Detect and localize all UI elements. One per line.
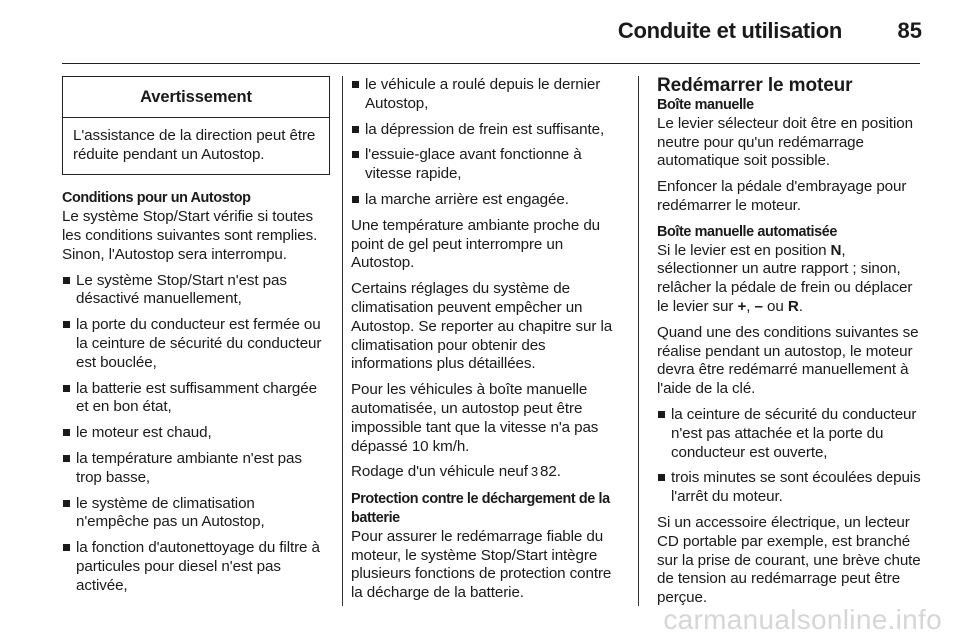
conditions-list — [62, 272, 330, 596]
warning-box — [62, 76, 330, 175]
list-item: la température ambiante n'est pas trop basse, — [62, 450, 330, 488]
warning-title: Avertissement — [63, 77, 329, 118]
list-item: trois minutes se sont écoulées depuis l'arrêt du moteur. — [657, 469, 925, 507]
auto-p1-end: . — [798, 297, 803, 315]
column-3 — [657, 76, 925, 615]
list-item: Le système Stop/Start n'est pas désactivé manuellement, — [62, 272, 330, 310]
list-item: la batterie est suffisamment chargée et en bon état, — [62, 380, 330, 418]
page-number: 85 — [897, 18, 922, 43]
manual-gearbox-p1: Le levier sélecteur doit être en position neutre pour qu'un redémarrage automatique soit possible. — [657, 114, 913, 170]
gear-plus: + — [737, 297, 747, 315]
auto-p1-middle: , sélectionner un autre rapport ; sinon, relâcher la pédale de frein ou déplacer le levier sur — [657, 241, 913, 315]
list-item: le moteur est chaud, — [62, 424, 330, 443]
paragraph-running-in — [351, 463, 623, 482]
running-in-text: Rodage d'un véhicule neuf — [351, 463, 528, 481]
list-item: l'essuie-glace avant fonctionne à vitesse rapide, — [351, 146, 623, 184]
header-rule — [62, 63, 920, 64]
manual-restart-list — [657, 406, 925, 507]
column-divider-1 — [342, 76, 343, 606]
manual-gearbox-p2: Enfoncer la pédale d'embrayage pour redémarrer le moteur. — [657, 178, 907, 214]
running-in-page: 82. — [540, 463, 561, 481]
column-2 — [351, 76, 623, 610]
list-item: le système de climatisation n'empêche pas un Autostop, — [62, 495, 330, 533]
conditions-intro: Le système Stop/Start vérifie si toutes les conditions suivantes sont remplies. Sinon, l'Autostop sera interrompu. — [62, 208, 318, 263]
conditions-list-continued — [351, 76, 623, 210]
automated-gearbox-p3: Si un accessoire électrique, un lecteur CD portable par exemple, est branché sur la prise de courant, une brève chute de tension au redémarrage peut être perçue. — [657, 513, 921, 607]
auto-p1-ou: ou — [767, 297, 784, 315]
conditions-heading: Conditions pour un Autostop — [62, 190, 251, 207]
automated-gearbox-p1 — [657, 242, 925, 317]
gear-minus: – — [754, 297, 763, 315]
manual-gearbox-heading: Boîte manuelle — [657, 97, 754, 113]
gear-r: R — [787, 297, 799, 315]
list-item: la marche arrière est engagée. — [351, 191, 623, 210]
column-1 — [62, 76, 330, 603]
gear-n: N — [830, 241, 842, 259]
auto-p1-start: Si le levier est en position — [657, 241, 827, 259]
paragraph-automated-gearbox: Pour les véhicules à boîte manuelle automatisée, un autostop peut être impossible tant que la vitesse n'a pas dépassé 10 km/h. — [351, 381, 599, 455]
page-reference-icon: 3 — [530, 464, 539, 480]
watermark: carmanualsonline.info — [663, 604, 942, 635]
list-item: le véhicule a roulé depuis le dernier Autostop, — [351, 76, 623, 114]
column-divider-2 — [638, 76, 639, 606]
restart-heading: Redémarrer le moteur — [657, 75, 853, 96]
list-item: la porte du conducteur est fermée ou la ceinture de sécurité du conducteur est bouclée, — [62, 316, 330, 372]
protection-heading: Protection contre le déchargement de la batterie — [351, 491, 610, 526]
list-item: la fonction d'autonettoyage du filtre à particules pour diesel n'est pas activée, — [62, 539, 330, 595]
paragraph-climate: Certains réglages du système de climatisation peuvent empêcher un Autostop. Se reporter au chapitre sur la climatisation pour obtenir des informations plus détaillées. — [351, 280, 613, 373]
list-item: la ceinture de sécurité du conducteur n'est pas attachée et la porte du conducteur est ouverte, — [657, 406, 925, 462]
paragraph-freezing: Une température ambiante proche du point de gel peut interrompre un Autostop. — [351, 216, 601, 272]
auto-p1-sep: , — [746, 297, 751, 315]
protection-text: Pour assurer le redémarrage fiable du moteur, le système Stop/Start intègre plusieurs fonctions de protection contre la décharge de la batterie. — [351, 527, 612, 602]
automated-gearbox-p2: Quand une des conditions suivantes se réalise pendant un autostop, le moteur devra être redémarré manuellement à l'aide de la clé. — [657, 323, 919, 398]
header-title: Conduite et utilisation — [617, 18, 842, 43]
list-item: la dépression de frein est suffisante, — [351, 121, 623, 140]
warning-text: L'assistance de la direction peut être réduite pendant un Autostop. — [73, 126, 316, 163]
automated-gearbox-heading: Boîte manuelle automatisée — [657, 223, 837, 240]
